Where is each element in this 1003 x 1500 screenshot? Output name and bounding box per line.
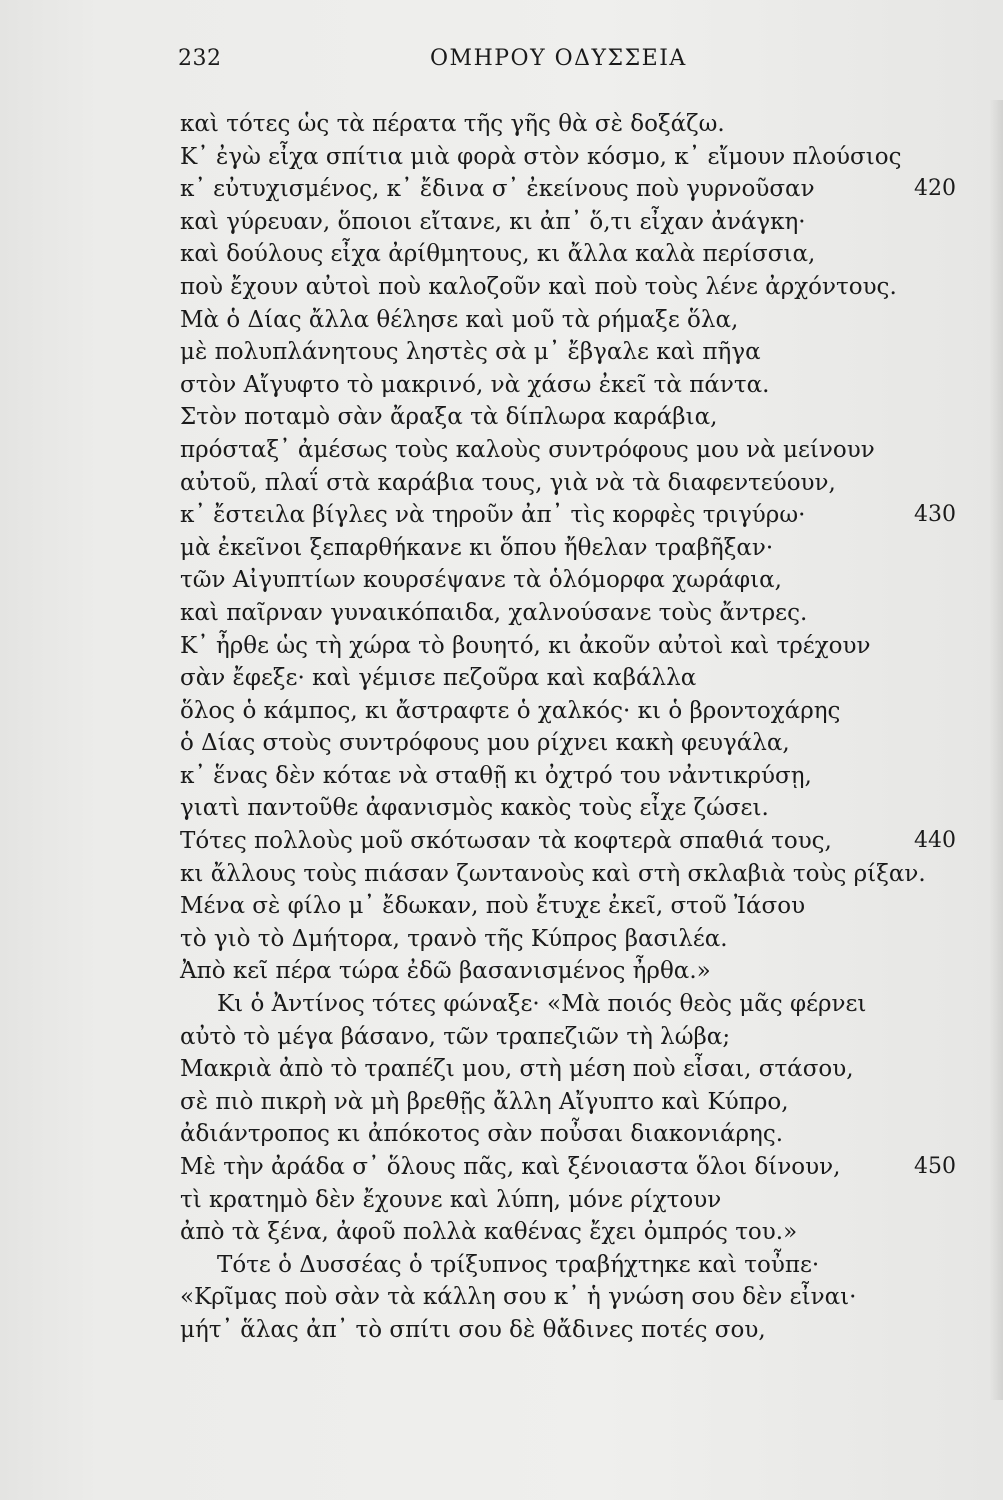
verse-text: Τότες πολλοὺς μοῦ σκότωσαν τὰ κοφτερὰ σπαθιά τους, [180, 828, 832, 855]
verse-text: Τότε ὁ Δυσσέας ὁ τρίξυπνος τραβήχτηκε καὶ τοὖπε· [217, 1251, 820, 1278]
verse-line [0, 727, 1003, 760]
verse-text: ἀπὸ τὰ ξένα, ἀφοῦ πολλὰ καθένας ἔχει ὀμπρός του.» [180, 1219, 798, 1246]
line-number: 430 [914, 502, 956, 528]
verse-line [0, 1118, 1003, 1151]
verse-line [0, 662, 1003, 695]
verse-text: αὐτὸ τὸ μέγα βάσανο, τῶν τραπεζιῶν τὴ λώβα; [180, 1023, 731, 1050]
verse-line [0, 369, 1003, 402]
verse-text: Κι ὁ Ἀντίνος τότες φώναξε· «Μὰ ποιός θεὸς μᾶς φέρνει [217, 991, 867, 1018]
line-number: 450 [914, 1154, 956, 1179]
page-number: 232 [178, 46, 222, 71]
verse-text: μὰ ἐκεῖνοι ξεπαρθήκανε κι ὅπου ἤθελαν τραβῆξαν· [180, 534, 774, 561]
verse-text: Στὸν ποταμὸ σὰν ἄραξα τὰ δίπλωρα καράβια, [180, 404, 718, 431]
verse-line [0, 173, 1003, 206]
verse-text: κ᾿ ἕνας δὲν κόταε νὰ σταθῇ κι ὀχτρό του νἀντικρύσῃ, [180, 762, 812, 789]
running-title: ΟΜΗΡΟΥ ΟΔΥΣΣΕΙΑ [430, 46, 687, 71]
verse-text: καὶ δούλους εἶχα ἀρίθμητους, κι ἄλλα καλὰ περίσσια, [180, 241, 816, 268]
verse-text: μὲ πολυπλάνητους ληστὲς σὰ μ᾿ ἔβγαλε καὶ πῆγα [180, 339, 761, 366]
verse-line [0, 630, 1003, 663]
verse-text: ποὺ ἔχουν αὐτοὶ ποὺ καλοζοῦν καὶ ποὺ τοὺς λένε ἀρχόντους. [180, 273, 897, 300]
verse-line [0, 792, 1003, 825]
line-number: 440 [914, 828, 956, 854]
verse-text: ὅλος ὁ κάμπος, κι ἄστραφτε ὁ χαλκός· κι ὁ βροντοχάρης [180, 697, 841, 724]
verse-line [0, 238, 1003, 271]
verse-line [0, 532, 1003, 565]
page-header [0, 46, 1003, 76]
verse-line [0, 336, 1003, 369]
verse-text: καὶ παῖρναν γυναικόπαιδα, χαλνούσανε τοὺς ἄντρες. [180, 599, 808, 626]
verse-line [0, 1086, 1003, 1119]
verse-text: Μακριὰ ἀπὸ τὸ τραπέζι μου, στὴ μέση ποὺ εἶσαι, στάσου, [180, 1056, 854, 1083]
verse-line [0, 988, 1003, 1021]
verse-line [0, 499, 1003, 532]
verse-text: καὶ τότες ὡς τὰ πέρατα τῆς γῆς θὰ σὲ δοξάζω. [180, 111, 725, 137]
verse-line [0, 206, 1003, 239]
poem-text [0, 108, 1003, 1347]
verse-text: Κ᾿ ἐγὼ εἶχα σπίτια μιὰ φορὰ στὸν κόσμο, κ᾿ εἴμουν πλούσιος [180, 143, 902, 170]
verse-text: τὶ κρατημὸ δὲν ἔχουνε καὶ λύπη, μόνε ρίχτουν [180, 1186, 722, 1213]
verse-text: τὸ γιὸ τὸ Δμήτορα, τρανὸ τῆς Κύπρος βασιλέα. [180, 925, 728, 952]
verse-text: καὶ γύρευαν, ὅποιοι εἴτανε, κι ἀπ᾿ ὅ,τι εἶχαν ἀνάγκη· [180, 208, 806, 235]
verse-text: γιατὶ παντοῦθε ἀφανισμὸς κακὸς τοὺς εἶχε ζώσει. [180, 795, 769, 822]
verse-line [0, 1053, 1003, 1086]
verse-text: στὸν Αἴγυφτο τὸ μακρινό, νὰ χάσω ἐκεῖ τὰ πάντα. [180, 371, 770, 398]
verse-line [0, 1184, 1003, 1217]
verse-text: κι ἄλλους τοὺς πιάσαν ζωντανοὺς καὶ στὴ σκλαβιὰ τοὺς ρίξαν. [180, 860, 926, 887]
verse-line [0, 1216, 1003, 1249]
verse-line [0, 108, 1003, 141]
verse-text: σὲ πιὸ πικρὴ νὰ μὴ βρεθῇς ἄλλη Αἴγυπτο καὶ Κύπρο, [180, 1088, 789, 1115]
verse-line [0, 1151, 1003, 1184]
verse-line [0, 304, 1003, 337]
verse-line [0, 401, 1003, 434]
verse-line [0, 1314, 1003, 1347]
verse-line [0, 695, 1003, 728]
verse-text: Μὲ τὴν ἀράδα σ᾿ ὅλους πᾶς, καὶ ξένοιαστα ὅλοι δίνουν, [180, 1154, 841, 1180]
verse-text: κ᾿ εὐτυχισμένος, κ᾿ ἔδινα σ᾿ ἐκείνους ποὺ γυρνοῦσαν [180, 176, 815, 203]
verse-line [0, 564, 1003, 597]
verse-text: Κ᾿ ἦρθε ὡς τὴ χώρα τὸ βουητό, κι ἀκοῦν αὐτοὶ καὶ τρέχουν [180, 632, 871, 659]
verse-line [0, 890, 1003, 923]
verse-line [0, 1249, 1003, 1282]
verse-line [0, 467, 1003, 500]
verse-text: ὁ Δίας στοὺς συντρόφους μου ρίχνει κακὴ φευγάλα, [180, 730, 790, 757]
verse-text: πρόσταξ᾿ ἀμέσως τοὺς καλοὺς συντρόφους μου νὰ μείνουν [180, 436, 875, 463]
line-number: 420 [914, 176, 956, 202]
verse-text: σὰν ἔφεξε· καὶ γέμισε πεζοῦρα καὶ καβάλλα [180, 665, 697, 692]
verse-line [0, 434, 1003, 467]
verse-line [0, 1281, 1003, 1314]
verse-line [0, 955, 1003, 988]
verse-line [0, 760, 1003, 793]
verse-text: ἀδιάντροπος κι ἀπόκοτος σὰν ποὖσαι διακονιάρης. [180, 1121, 784, 1148]
verse-text: «Κρῖμας ποὺ σὰν τὰ κάλλη σου κ᾿ ἡ γνώση σου δὲν εἶναι· [180, 1284, 857, 1311]
verse-text: Μένα σὲ φίλο μ᾿ ἔδωκαν, ποὺ ἔτυχε ἐκεῖ, στοῦ Ἰάσου [180, 893, 806, 920]
verse-line [0, 858, 1003, 891]
verse-line [0, 271, 1003, 304]
verse-line [0, 1021, 1003, 1054]
verse-line [0, 597, 1003, 630]
verse-text: κ᾿ ἔστειλα βίγλες νὰ τηροῦν ἀπ᾿ τὶς κορφὲς τριγύρω· [180, 502, 806, 529]
verse-text: Μὰ ὁ Δίας ἄλλα θέλησε καὶ μοῦ τὰ ρήμαξε ὅλα, [180, 306, 739, 333]
verse-text: Ἀπὸ κεῖ πέρα τώρα ἐδῶ βασανισμένος ἦρθα.» [180, 958, 711, 985]
verse-line [0, 923, 1003, 956]
verse-line [0, 825, 1003, 858]
verse-text: τῶν Αἰγυπτίων κουρσέψανε τὰ ὁλόμορφα χωράφια, [180, 567, 782, 594]
verse-text: μήτ᾿ ἅλας ἀπ᾿ τὸ σπίτι σου δὲ θἄδινες ποτές σου, [180, 1316, 766, 1343]
verse-text: αὐτοῦ, πλαΐ στὰ καράβια τους, γιὰ νὰ τὰ διαφεντεύουν, [180, 469, 836, 496]
verse-line [0, 141, 1003, 174]
